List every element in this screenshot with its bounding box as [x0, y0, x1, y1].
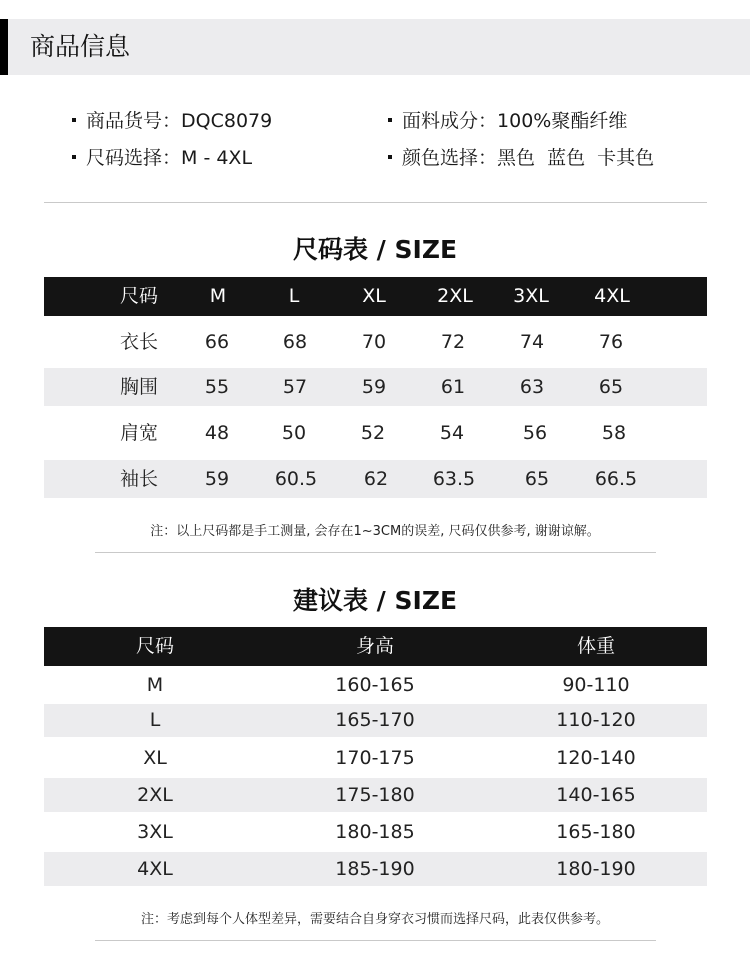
- row-label: 胸围: [119, 376, 159, 398]
- info-item-size-range: [72, 143, 252, 170]
- size-table-header-row: [44, 277, 707, 316]
- table-row: [44, 460, 707, 498]
- table-cell: 2XL: [137, 784, 173, 806]
- header-cell: 4XL: [594, 285, 630, 307]
- table-row: [44, 368, 707, 406]
- table-cell: 54: [439, 422, 465, 444]
- bullet-icon: [388, 118, 392, 122]
- table-cell: 120-140: [556, 747, 636, 769]
- table-row: [44, 740, 707, 776]
- info-item-colors: [388, 143, 654, 170]
- row-label: 衣长: [119, 331, 159, 353]
- table-cell: 66: [204, 331, 230, 353]
- header-title: 商品信息: [30, 32, 131, 61]
- table-cell: 165-180: [556, 821, 636, 843]
- info-label: 颜色选择：: [402, 147, 498, 169]
- table-cell: XL: [143, 747, 167, 769]
- header-cell: L: [288, 285, 300, 307]
- info-value: 100%聚酯纤维: [497, 110, 628, 132]
- row-label: 肩宽: [119, 422, 159, 444]
- table-cell: 165-170: [335, 709, 415, 731]
- table-cell: 70: [361, 331, 387, 353]
- table-cell: 56: [522, 422, 548, 444]
- table-cell: 63.5: [432, 468, 476, 490]
- info-label: 面料成分：: [402, 110, 498, 132]
- table-cell: M: [146, 674, 164, 696]
- table-cell: 180-185: [335, 821, 415, 843]
- table-cell: 65: [524, 468, 550, 490]
- table-cell: 160-165: [335, 674, 415, 696]
- info-item-product-code: [72, 106, 272, 133]
- row-label: 袖长: [119, 468, 159, 490]
- table-cell: 59: [361, 376, 387, 398]
- table-cell: 55: [204, 376, 230, 398]
- info-value: M - 4XL: [181, 147, 253, 169]
- header-cell: XL: [362, 285, 386, 307]
- header-cell: 身高: [355, 635, 395, 657]
- table-cell: 57: [282, 376, 308, 398]
- bullet-icon: [72, 118, 76, 122]
- table-cell: 140-165: [556, 784, 636, 806]
- header-accent-bar: [0, 19, 8, 75]
- table-row: [44, 667, 707, 703]
- table-cell: 58: [601, 422, 627, 444]
- table-row: [44, 852, 707, 886]
- table-cell: 4XL: [137, 858, 173, 880]
- suggest-table-note: 注：考虑到每个人体型差异，需要结合自身穿衣习惯而选择尺码，此表仅供参考。: [140, 912, 609, 927]
- table-cell: 68: [282, 331, 308, 353]
- header-cell: 2XL: [437, 285, 473, 307]
- table-cell: 60.5: [274, 468, 318, 490]
- table-cell: 72: [440, 331, 466, 353]
- table-cell: 59: [204, 468, 230, 490]
- table-cell: 62: [363, 468, 389, 490]
- table-row: [44, 814, 707, 850]
- table-cell: 185-190: [335, 858, 415, 880]
- size-table-note: 注：以上尺码都是手工测量, 会存在1~3CM的误差, 尺码仅供参考, 谢谢谅解。: [150, 524, 600, 539]
- table-row: [44, 778, 707, 812]
- table-cell: 90-110: [562, 674, 630, 696]
- table-cell: 65: [598, 376, 624, 398]
- info-value: 黑色 蓝色 卡其色: [497, 147, 655, 169]
- table-cell: 175-180: [335, 784, 415, 806]
- table-cell: 48: [204, 422, 230, 444]
- table-cell: 74: [519, 331, 545, 353]
- header-cell: 尺码: [119, 285, 159, 307]
- table-cell: 50: [281, 422, 307, 444]
- divider: [95, 940, 656, 941]
- table-cell: 110-120: [556, 709, 636, 731]
- table-row: [44, 414, 707, 452]
- table-cell: 170-175: [335, 747, 415, 769]
- bullet-icon: [72, 155, 76, 159]
- table-cell: L: [149, 709, 161, 731]
- header-cell: 尺码: [135, 635, 175, 657]
- suggest-table-header-row: [44, 627, 707, 666]
- table-row: [44, 323, 707, 361]
- table-cell: 180-190: [556, 858, 636, 880]
- section-header: [0, 19, 750, 75]
- info-item-fabric: [388, 106, 627, 133]
- size-table-title: 尺码表 / SIZE: [292, 235, 458, 264]
- suggest-table-title: 建议表 / SIZE: [292, 586, 458, 615]
- header-cell: M: [209, 285, 227, 307]
- table-cell: 66.5: [594, 468, 638, 490]
- divider: [95, 552, 656, 553]
- table-cell: 63: [519, 376, 545, 398]
- info-label: 商品货号：: [86, 110, 182, 132]
- header-cell: 3XL: [513, 285, 549, 307]
- table-row: [44, 704, 707, 737]
- divider: [44, 202, 707, 203]
- table-cell: 3XL: [137, 821, 173, 843]
- info-value: DQC8079: [181, 110, 273, 132]
- table-cell: 76: [598, 331, 624, 353]
- header-cell: 体重: [576, 635, 616, 657]
- bullet-icon: [388, 155, 392, 159]
- info-label: 尺码选择：: [86, 147, 182, 169]
- table-cell: 61: [440, 376, 466, 398]
- table-cell: 52: [360, 422, 386, 444]
